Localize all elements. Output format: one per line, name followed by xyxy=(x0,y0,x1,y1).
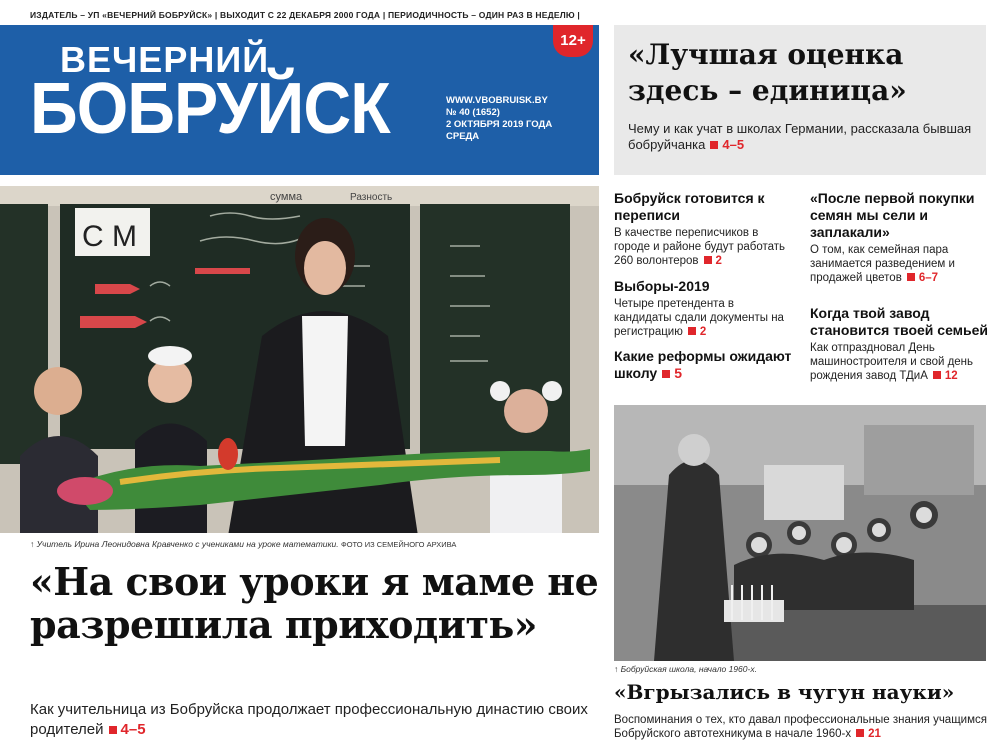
news-title: Когда твой завод становится твоей семьей xyxy=(810,305,989,338)
board-letters: С М xyxy=(82,220,137,253)
page-ref: 4–5 xyxy=(705,137,744,152)
main-photo xyxy=(0,186,599,533)
board-word-diff: Разность xyxy=(350,192,393,203)
news-text: Как отпраздновал День машиностроителя и свой день рождения завод ТДиА 12 xyxy=(810,342,974,382)
masthead-name-line2: БОБРУЙСК xyxy=(30,69,390,149)
page-ref: 6–7 xyxy=(902,272,938,284)
page-ref: 5 xyxy=(657,365,682,381)
news-text: О том, как семейная пара занимается разведением и продажей цветов 6–7 xyxy=(810,244,955,284)
main-subtitle: Как учительница из Бобруйска продолжает профессиональную династию своих родителей 4–5 xyxy=(30,701,588,738)
side-headline[interactable]: «Вгрызались в чугун науки» xyxy=(614,680,955,704)
promo-title: «Лучшая оценка здесь – единица» xyxy=(628,38,907,107)
board-word-sum: сумма xyxy=(270,191,303,203)
issue-date: 2 ОКТЯБРЯ 2019 ГОДА xyxy=(446,119,553,130)
masthead xyxy=(0,25,599,175)
side-photo xyxy=(614,405,986,661)
news-text: В качестве переписчиков в городе и районе будут работать 260 волонтеров 2 xyxy=(614,227,786,267)
news-item[interactable] xyxy=(614,278,794,339)
main-headline[interactable]: «На свои уроки я маме не разрешила приходить» xyxy=(30,559,599,647)
page-ref: 21 xyxy=(851,728,881,740)
news-title: «После первой покупки семян мы сели и заплакали» xyxy=(810,190,975,240)
news-item[interactable] xyxy=(614,348,794,382)
publisher-line: ИЗДАТЕЛЬ – УП «ВЕЧЕРНИЙ БОБРУЙСК» | ВЫХОДИТ С 22 ДЕКАБРЯ 2000 ГОДА | ПЕРИОДИЧНОСТЬ – ОДИН РАЗ В НЕДЕЛЮ | xyxy=(30,10,580,20)
photo-credit: ФОТО ИЗ СЕМЕЙНОГО АРХИВА xyxy=(341,540,457,549)
promo-teaser[interactable] xyxy=(614,25,986,175)
news-title: Бобруйск готовится к переписи xyxy=(614,190,765,223)
news-item[interactable] xyxy=(810,190,990,285)
page-ref: 4–5 xyxy=(104,721,146,738)
side-subtitle: Воспоминания о тех, кто давал профессиональные знания учащимся Бобруйского автотехникума в начале 1960-х 21 xyxy=(614,714,987,740)
page-ref: 2 xyxy=(699,255,722,267)
news-text: Четыре претендента в кандидаты сдали документы на регистрацию 2 xyxy=(614,298,784,338)
page-ref: 2 xyxy=(683,326,706,338)
news-item[interactable] xyxy=(810,305,990,383)
website-link[interactable]: WWW.VBOBRUISK.BY xyxy=(446,95,548,106)
issue-info xyxy=(446,95,552,143)
age-rating-badge: 12+ xyxy=(553,25,593,57)
news-item[interactable] xyxy=(614,190,794,268)
news-title: Какие реформы ожидают школу 5 xyxy=(614,348,792,381)
masthead-name-line1: ВЕЧЕРНИЙ xyxy=(60,39,270,80)
issue-number: № 40 (1652) xyxy=(446,107,500,118)
promo-subtitle: Чему и как учат в школах Германии, рассказала бывшая бобруйчанка 4–5 xyxy=(628,121,972,152)
page-ref: 12 xyxy=(928,370,958,382)
news-title: Выборы-2019 xyxy=(614,278,710,294)
issue-weekday: СРЕДА xyxy=(446,131,480,142)
main-photo-caption: ↑ Учитель Ирина Леонидовна Кравченко с учениками на уроке математики. ФОТО ИЗ СЕМЕЙНОГО АРХИВА xyxy=(30,539,457,549)
side-photo-caption: ↑ Бобруйская школа, начало 1960-х. xyxy=(614,664,757,674)
